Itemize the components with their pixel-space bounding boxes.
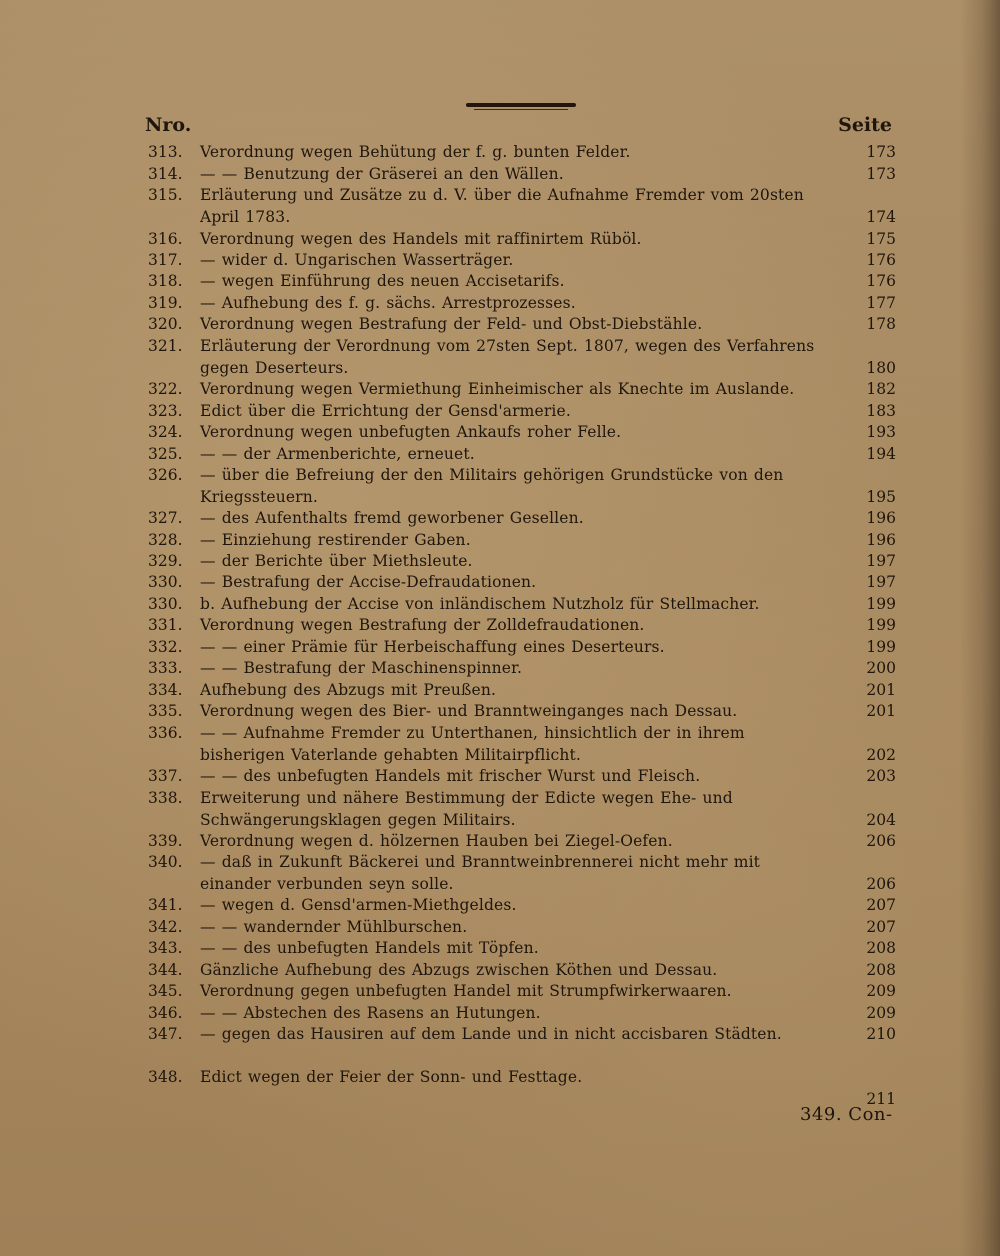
entry-title: Aufhebung des Abzugs mit Preußen. [200, 681, 497, 699]
entry-title: Erweiterung und nähere Bestimmung der Edicte wegen Ehe- und Schwängerungsklagen gegen Militairs. [200, 789, 733, 829]
entry-number: 337. [148, 767, 183, 785]
entry-title: — — einer Prämie für Herbeischaffung eines Deserteurs. [200, 638, 665, 656]
entry-title: — wegen Einführung des neuen Accisetarifs. [200, 272, 565, 290]
entry-number: 327. [148, 509, 183, 527]
entry-page-number: 183 [866, 402, 896, 420]
entry-title: — der Berichte über Miethsleute. [200, 552, 473, 570]
entry-title: — — Aufnahme Fremder zu Unterthanen, hinsichtlich der in ihrem bisherigen Vaterlande gehabten Militairpflicht. [200, 724, 745, 764]
entry-number: 341. [148, 896, 183, 914]
entry-page-number: 199 [866, 638, 896, 656]
entry-number: 322. [148, 380, 183, 398]
entry-title: Edict wegen der Feier der Sonn- und Festtage. [200, 1068, 583, 1086]
toc-entry [0, 852, 1000, 895]
entry-page-number: 210 [866, 1025, 896, 1043]
entry-number: 314. [148, 165, 183, 183]
toc-entry [0, 723, 1000, 766]
entry-page-number: 211 [866, 1089, 896, 1108]
entry-page-number: 193 [866, 423, 896, 441]
entry-number: 330. [148, 595, 183, 613]
entry-title: Gänzliche Aufhebung des Abzugs zwischen Köthen und Dessau. [200, 961, 718, 979]
entry-page-number: 182 [866, 380, 896, 398]
entry-number: 334. [148, 681, 183, 699]
entry-title: Erläuterung der Verordnung vom 27sten Sept. 1807, wegen des Verfahrens gegen Deserteurs. [200, 337, 815, 377]
entry-title: Verordnung wegen Vermiethung Einheimischer als Knechte im Auslande. [200, 380, 795, 398]
entry-page-number: 202 [866, 745, 896, 764]
entry-number: 318. [148, 272, 183, 290]
entry-page-number: 207 [866, 896, 896, 914]
entry-number: 335. [148, 702, 183, 720]
entry-number: 319. [148, 294, 183, 312]
entry-page-number: 201 [866, 702, 896, 720]
toc-entry [0, 465, 1000, 508]
entry-number: 346. [148, 1004, 183, 1022]
entry-page-number: 200 [866, 659, 896, 677]
column-header-number: Nro. [145, 114, 192, 136]
entry-title: Verordnung wegen Bestrafung der Feld- und Obst-Diebstähle. [200, 315, 703, 333]
entry-number: 345. [148, 982, 183, 1000]
entry-page-number: 206 [866, 874, 896, 893]
entry-number: 348. [148, 1068, 183, 1086]
entry-number: 315. [148, 186, 183, 204]
entry-page-number: 173 [866, 143, 896, 161]
entry-title: — — der Armenberichte, erneuet. [200, 445, 475, 463]
entry-page-number: 207 [866, 918, 896, 936]
entry-number: 317. [148, 251, 183, 269]
entry-number: 336. [148, 724, 183, 742]
entry-page-number: 206 [866, 832, 896, 850]
entry-number: 321. [148, 337, 183, 355]
entry-title: — daß in Zukunft Bäckerei und Branntweinbrennerei nicht mehr mit einander verbunden seyn solle. [200, 853, 761, 893]
entry-page-number: 201 [866, 681, 896, 699]
entry-page-number: 196 [866, 531, 896, 549]
entry-number: 323. [148, 402, 183, 420]
entry-title: Verordnung wegen d. hölzernen Hauben bei Ziegel-Oefen. [200, 832, 673, 850]
entry-title: — — des unbefugten Handels mit Töpfen. [200, 939, 539, 957]
catchword: 349. Con- [800, 1104, 893, 1125]
entry-page-number: 176 [866, 251, 896, 269]
entry-title: — über die Befreiung der den Militairs gehörigen Grundstücke von den Kriegssteuern. [200, 466, 784, 506]
entry-number: 343. [148, 939, 183, 957]
entry-number: 328. [148, 531, 183, 549]
entry-number: 313. [148, 143, 183, 161]
header-ornament-rule [466, 100, 576, 110]
toc-entry [0, 788, 1000, 831]
entry-page-number: 208 [866, 939, 896, 957]
entry-page-number: 180 [866, 358, 896, 377]
entry-number: 332. [148, 638, 183, 656]
entry-number: 344. [148, 961, 183, 979]
entry-page-number: 197 [866, 552, 896, 570]
entry-page-number: 175 [866, 230, 896, 248]
entry-number: 320. [148, 315, 183, 333]
toc-entry [0, 185, 1000, 228]
entry-page-number: 204 [866, 810, 896, 829]
entry-number: 338. [148, 789, 183, 807]
entry-number: 340. [148, 853, 183, 871]
entry-title: — Bestrafung der Accise-Defraudationen. [200, 573, 537, 591]
entry-number: 316. [148, 230, 183, 248]
entry-page-number: 173 [866, 165, 896, 183]
entry-number: 326. [148, 466, 183, 484]
entry-title: — gegen das Hausiren auf dem Lande und in nicht accisbaren Städten. [200, 1025, 782, 1043]
entry-title: — — wandernder Mühlburschen. [200, 918, 468, 936]
entry-number: 324. [148, 423, 183, 441]
entry-title: Erläuterung und Zusätze zu d. V. über die Aufnahme Fremder vom 20sten April 1783. [200, 186, 804, 226]
entry-page-number: 209 [866, 1004, 896, 1022]
entry-page-number: 178 [866, 315, 896, 333]
entry-number: 342. [148, 918, 183, 936]
entry-page-number: 208 [866, 961, 896, 979]
entry-page-number: 176 [866, 272, 896, 290]
entry-page-number: 199 [866, 595, 896, 613]
entry-title: — wegen d. Gensd'armen-Miethgeldes. [200, 896, 517, 914]
entry-page-number: 177 [866, 294, 896, 312]
column-header-page: Seite [838, 114, 892, 136]
entry-number: 331. [148, 616, 183, 634]
entry-number: 347. [148, 1025, 183, 1043]
entry-page-number: 195 [866, 487, 896, 506]
entry-title: Verordnung wegen unbefugten Ankaufs roher Felle. [200, 423, 622, 441]
entry-number: 330. [148, 573, 183, 591]
toc-entry [0, 336, 1000, 379]
ornament-thin-rule [474, 109, 568, 110]
entry-number: 333. [148, 659, 183, 677]
entry-page-number: 197 [866, 573, 896, 591]
entry-title: Verordnung gegen unbefugten Handel mit Strumpfwirkerwaaren. [200, 982, 732, 1000]
ornament-thick-rule [466, 103, 576, 107]
entry-number: 339. [148, 832, 183, 850]
entry-number: 325. [148, 445, 183, 463]
entry-title: — wider d. Ungarischen Wasserträger. [200, 251, 514, 269]
entry-title: — — des unbefugten Handels mit frischer Wurst und Fleisch. [200, 767, 701, 785]
entry-title: b. Aufhebung der Accise von inländischem Nutzholz für Stellmacher. [200, 595, 760, 613]
entry-page-number: 196 [866, 509, 896, 527]
entry-page-number: 194 [866, 445, 896, 463]
entry-title: Verordnung wegen Bestrafung der Zolldefraudationen. [200, 616, 645, 634]
entry-title: — Aufhebung des f. g. sächs. Arrestprozesses. [200, 294, 576, 312]
entry-page-number: 209 [866, 982, 896, 1000]
entry-page-number: 203 [866, 767, 896, 785]
entry-page-number: 199 [866, 616, 896, 634]
entry-title: Verordnung wegen des Bier- und Branntweinganges nach Dessau. [200, 702, 738, 720]
entry-title: — — Bestrafung der Maschinenspinner. [200, 659, 523, 677]
entry-title: Edict über die Errichtung der Gensd'armerie. [200, 402, 571, 420]
entry-title: — — Abstechen des Rasens an Hutungen. [200, 1004, 541, 1022]
entry-title: — des Aufenthalts fremd geworbener Gesellen. [200, 509, 584, 527]
entry-page-number: 174 [866, 207, 896, 226]
entry-title: — Einziehung restirender Gaben. [200, 531, 471, 549]
entry-number: 329. [148, 552, 183, 570]
entry-title: Verordnung wegen des Handels mit raffinirtem Rüböl. [200, 230, 642, 248]
entry-title: — — Benutzung der Gräserei an den Wällen. [200, 165, 564, 183]
entry-title: Verordnung wegen Behütung der f. g. bunten Felder. [200, 143, 631, 161]
